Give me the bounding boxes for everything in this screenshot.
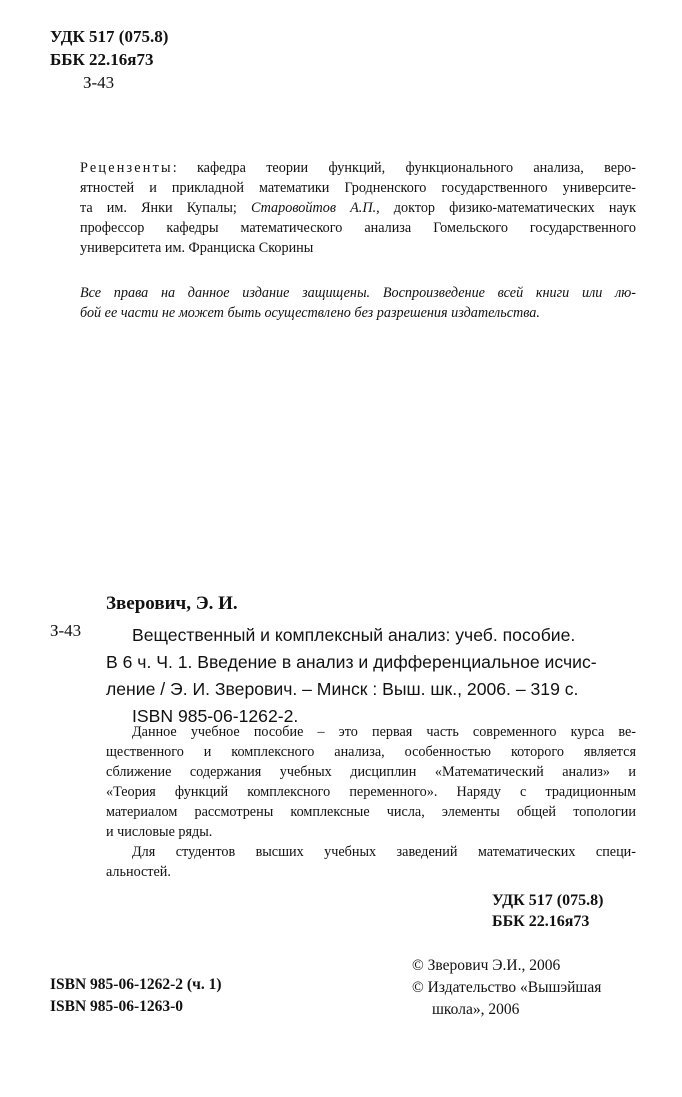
annotation-line-2: щественного и комплексного анализа, особенностью которого является bbox=[106, 744, 636, 760]
annotation-line-5: материалом рассмотрены комплексные числа, элементы общей топологии bbox=[106, 804, 636, 820]
card-author-mark: З-43 bbox=[50, 621, 82, 640]
reviewers-line-3b: , доктор физико-математических наук bbox=[376, 200, 637, 216]
annotation-line-1: Данное учебное пособие – это первая часть современного курса ве- bbox=[132, 724, 636, 740]
copyright-author: © Зверович Э.И., 2006 bbox=[412, 957, 561, 974]
reviewers-line-2: ятностей и прикладной математики Гродненского государственного университе- bbox=[80, 180, 636, 196]
udk-code-bottom: УДК 517 (075.8) bbox=[492, 892, 604, 909]
reviewers-line-5: университета им. Франциска Скорины bbox=[80, 240, 314, 256]
reviewer-name: Старовойтов А.П. bbox=[250, 200, 377, 216]
reviewers-line-3 bbox=[80, 198, 636, 218]
card-author: Зверович, Э. И. bbox=[106, 593, 238, 614]
isbn-set: ISBN 985-06-1263-0 bbox=[50, 998, 184, 1015]
udk-code-top: УДК 517 (075.8) bbox=[50, 27, 169, 46]
card-line-1: Вещественный и комплексный анализ: учеб. пособие. bbox=[132, 625, 576, 645]
card-line-4: ISBN 985-06-1262-2. bbox=[132, 706, 299, 726]
annotation-line-4: «Теория функций комплексного переменного». Наряду с традиционным bbox=[106, 784, 636, 800]
rights-notice bbox=[80, 283, 636, 323]
card-line-2: В 6 ч. Ч. 1. Введение в анализ и дифференциальное исчис- bbox=[106, 652, 597, 672]
copyright-publisher: © Издательство «Вышэйшая bbox=[412, 979, 602, 996]
reviewers-line-1 bbox=[80, 158, 636, 178]
reviewers-line-3a: та им. Янки Купалы; bbox=[80, 200, 251, 216]
rights-line-1: Все права на данное издание защищены. Воспроизведение всей книги или лю- bbox=[80, 285, 636, 301]
reviewers-block bbox=[80, 158, 636, 258]
reviewers-line-4: профессор кафедры математического анализа Гомельского государственного bbox=[80, 220, 636, 236]
author-mark-top: З-43 bbox=[83, 73, 115, 92]
bbk-code-bottom: ББК 22.16я73 bbox=[492, 913, 590, 930]
isbn-part-1: ISBN 985-06-1262-2 (ч. 1) bbox=[50, 976, 222, 993]
bottom-classification bbox=[492, 890, 603, 932]
isbn-block bbox=[50, 974, 221, 1018]
annotation-line-3: сближение содержания учебных дисциплин «Математический анализ» и bbox=[106, 764, 636, 780]
reviewers-line-1-text: : кафедра теории функций, функционального анализа, веро- bbox=[172, 160, 636, 176]
rights-line-2: бой ее части не может быть осуществлено без разрешения издательства. bbox=[80, 305, 540, 321]
card-line-3: ление / Э. И. Зверович. – Минск : Выш. шк., 2006. – 319 с. bbox=[106, 679, 579, 699]
annotation-line-6: и числовые ряды. bbox=[106, 824, 213, 840]
annotation bbox=[106, 722, 636, 882]
copyright-publisher-cont: школа», 2006 bbox=[432, 1001, 520, 1018]
bbk-code-top: ББК 22.16я73 bbox=[50, 50, 154, 69]
copyright-block bbox=[412, 955, 601, 1021]
annotation-line-7: Для студентов высших учебных заведений математических специ- bbox=[132, 844, 636, 860]
reviewers-label: Рецензенты bbox=[80, 160, 173, 176]
card-description bbox=[106, 622, 626, 730]
annotation-line-8: альностей. bbox=[106, 864, 171, 880]
